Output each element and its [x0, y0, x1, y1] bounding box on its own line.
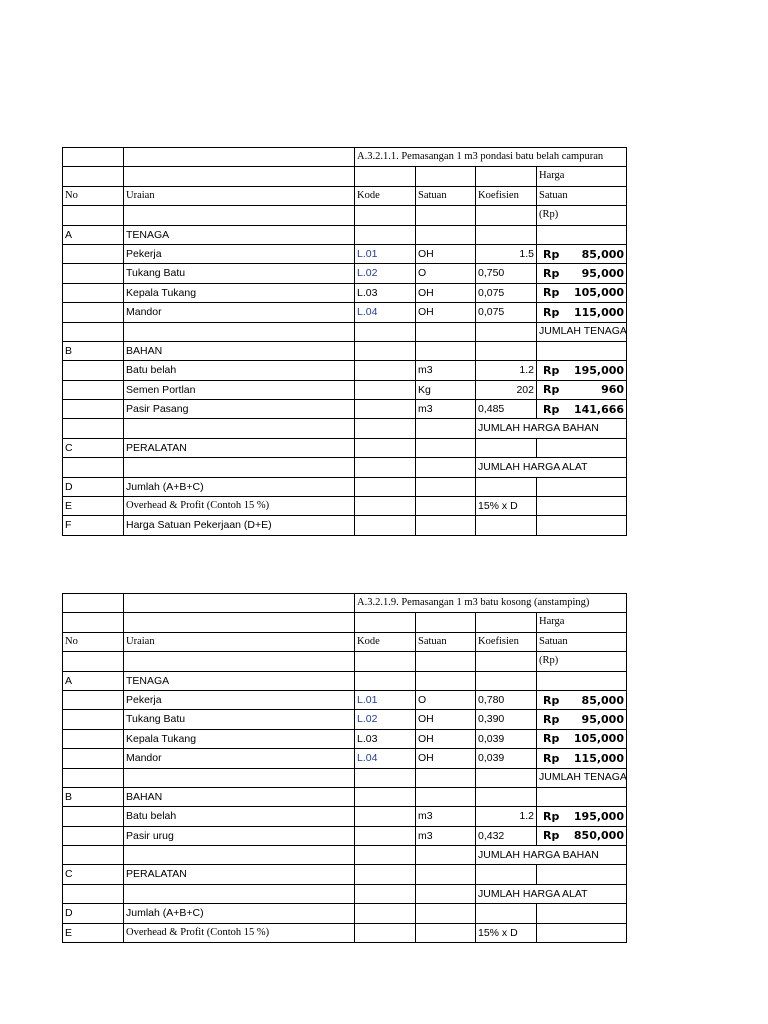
- item-kode[interactable]: L.04: [355, 749, 416, 768]
- section-label[interactable]: PERALATAN: [124, 438, 355, 457]
- subtotal-label[interactable]: JUMLAH HARGA BAHAN: [476, 846, 627, 865]
- currency-label: Rp: [543, 267, 560, 281]
- currency-label: Rp: [543, 732, 560, 746]
- row-no[interactable]: D: [63, 477, 124, 496]
- table-row: [63, 380, 627, 399]
- cell[interactable]: [355, 652, 416, 671]
- cell[interactable]: [416, 497, 476, 516]
- total-row-e: [63, 497, 627, 516]
- currency-label: Rp: [543, 305, 560, 319]
- subtotal-row: [63, 419, 627, 438]
- cell[interactable]: [537, 865, 627, 884]
- item-koefisien[interactable]: 0,075: [476, 303, 537, 322]
- table-row: [63, 361, 627, 380]
- row-koefisien[interactable]: 15% x D: [476, 923, 537, 942]
- table-row: [63, 690, 627, 709]
- cell[interactable]: [124, 206, 355, 225]
- item-koefisien[interactable]: 0,039: [476, 749, 537, 768]
- cell[interactable]: [355, 361, 416, 380]
- subtotal-row: [63, 846, 627, 865]
- table-row: [63, 303, 627, 322]
- item-uraian[interactable]: Pekerja: [124, 244, 355, 263]
- section-no[interactable]: A: [63, 671, 124, 690]
- header-rp-unit[interactable]: (Rp): [537, 652, 627, 671]
- section-label[interactable]: TENAGA: [124, 671, 355, 690]
- header-harga[interactable]: Harga: [537, 167, 627, 186]
- item-uraian[interactable]: Tukang Batu: [124, 264, 355, 283]
- cell[interactable]: [416, 477, 476, 496]
- cell[interactable]: [124, 884, 355, 903]
- section-label[interactable]: TENAGA: [124, 225, 355, 244]
- cell[interactable]: [537, 671, 627, 690]
- item-harga[interactable]: [537, 400, 627, 419]
- cell[interactable]: [124, 167, 355, 186]
- section-row-c: [63, 438, 627, 457]
- cell[interactable]: [355, 477, 416, 496]
- analysis-table: [62, 593, 627, 943]
- header-satuan[interactable]: Satuan: [416, 632, 476, 651]
- cell[interactable]: [355, 400, 416, 419]
- header-koefisien[interactable]: Koefisien: [476, 632, 537, 651]
- item-koefisien[interactable]: 1.5: [476, 244, 537, 263]
- cell[interactable]: [416, 419, 476, 438]
- cell[interactable]: [476, 225, 537, 244]
- cell[interactable]: [63, 749, 124, 768]
- cell[interactable]: [355, 322, 416, 341]
- cell[interactable]: [124, 846, 355, 865]
- section-row-b: [63, 341, 627, 360]
- item-harga[interactable]: [537, 264, 627, 283]
- cell[interactable]: [355, 826, 416, 845]
- item-harga[interactable]: [537, 826, 627, 845]
- header-kode[interactable]: Kode: [355, 632, 416, 651]
- cell[interactable]: [63, 244, 124, 263]
- cell[interactable]: [63, 884, 124, 903]
- header-row: [63, 613, 627, 632]
- currency-label: Rp: [543, 693, 560, 707]
- table-row: [63, 264, 627, 283]
- cell[interactable]: [416, 516, 476, 535]
- row-label[interactable]: Harga Satuan Pekerjaan (D+E): [124, 516, 355, 535]
- total-row-e: [63, 923, 627, 942]
- cell[interactable]: [355, 846, 416, 865]
- cell[interactable]: [355, 516, 416, 535]
- title-row: [63, 594, 627, 613]
- cell[interactable]: [355, 341, 416, 360]
- price-value: 960: [601, 383, 625, 397]
- currency-label: Rp: [543, 751, 560, 765]
- header-no[interactable]: No: [63, 186, 124, 205]
- currency-label: Rp: [543, 829, 560, 843]
- cell[interactable]: [355, 438, 416, 457]
- cell[interactable]: [124, 613, 355, 632]
- section-title[interactable]: A.3.2.1.1. Pemasangan 1 m3 pondasi batu belah campuran: [355, 148, 627, 167]
- item-harga[interactable]: [537, 690, 627, 709]
- section-label[interactable]: BAHAN: [124, 341, 355, 360]
- item-kode[interactable]: L.03: [355, 729, 416, 748]
- item-koefisien[interactable]: 1.2: [476, 807, 537, 826]
- item-harga[interactable]: [537, 729, 627, 748]
- cell[interactable]: [63, 361, 124, 380]
- cell[interactable]: [355, 206, 416, 225]
- section-row-b: [63, 787, 627, 806]
- subtotal-label[interactable]: JUMLAH HARGA BAHAN: [476, 419, 627, 438]
- cell[interactable]: [416, 167, 476, 186]
- item-uraian[interactable]: Batu belah: [124, 807, 355, 826]
- section-title[interactable]: A.3.2.1.9. Pemasangan 1 m3 batu kosong (anstamping): [355, 594, 627, 613]
- section-no[interactable]: B: [63, 341, 124, 360]
- cell[interactable]: [537, 438, 627, 457]
- cell[interactable]: [476, 167, 537, 186]
- subtotal-row: [63, 884, 627, 903]
- cell[interactable]: [124, 148, 355, 167]
- table-row: [63, 400, 627, 419]
- item-satuan[interactable]: OH: [416, 303, 476, 322]
- cell[interactable]: [537, 497, 627, 516]
- cell[interactable]: [476, 904, 537, 923]
- total-row-f: [63, 516, 627, 535]
- cell[interactable]: [355, 787, 416, 806]
- item-satuan[interactable]: O: [416, 690, 476, 709]
- item-harga[interactable]: [537, 244, 627, 263]
- item-harga[interactable]: [537, 749, 627, 768]
- row-no[interactable]: E: [63, 923, 124, 942]
- subtotal-row: [63, 322, 627, 341]
- header-rp-unit[interactable]: (Rp): [537, 206, 627, 225]
- price-value: 850,000: [573, 829, 624, 843]
- table-row: [63, 710, 627, 729]
- cell[interactable]: [124, 458, 355, 477]
- cell[interactable]: [63, 729, 124, 748]
- row-no[interactable]: F: [63, 516, 124, 535]
- section-no[interactable]: A: [63, 225, 124, 244]
- subtotal-row: [63, 458, 627, 477]
- item-harga[interactable]: [537, 710, 627, 729]
- header-satuan[interactable]: Satuan: [416, 186, 476, 205]
- cell[interactable]: [416, 438, 476, 457]
- cell[interactable]: [537, 516, 627, 535]
- cell[interactable]: [355, 865, 416, 884]
- price-value: 85,000: [581, 247, 625, 261]
- cell[interactable]: [63, 710, 124, 729]
- title-row: [63, 148, 627, 167]
- subtotal-row: [63, 768, 627, 787]
- cell[interactable]: [63, 283, 124, 302]
- cell[interactable]: [63, 768, 124, 787]
- item-harga[interactable]: [537, 807, 627, 826]
- subtotal-label[interactable]: JUMLAH TENAGA: [537, 768, 627, 787]
- cell[interactable]: [63, 458, 124, 477]
- cell[interactable]: [416, 652, 476, 671]
- cell[interactable]: [537, 787, 627, 806]
- row-label[interactable]: Overhead & Profit (Contoh 15 %): [124, 497, 355, 516]
- cell[interactable]: [355, 419, 416, 438]
- item-satuan[interactable]: OH: [416, 283, 476, 302]
- currency-label: Rp: [543, 809, 560, 823]
- item-kode[interactable]: L.01: [355, 244, 416, 263]
- item-koefisien[interactable]: 0,485: [476, 400, 537, 419]
- currency-label: Rp: [543, 247, 560, 261]
- cell[interactable]: [476, 768, 537, 787]
- row-label[interactable]: Jumlah (A+B+C): [124, 904, 355, 923]
- item-harga[interactable]: [537, 380, 627, 399]
- subtotal-label[interactable]: JUMLAH HARGA ALAT: [476, 458, 627, 477]
- header-no[interactable]: No: [63, 632, 124, 651]
- cell[interactable]: [355, 167, 416, 186]
- cell[interactable]: [416, 225, 476, 244]
- row-no[interactable]: E: [63, 497, 124, 516]
- price-value: 105,000: [573, 286, 625, 300]
- header-uraian[interactable]: Uraian: [124, 186, 355, 205]
- item-koefisien[interactable]: 0,390: [476, 710, 537, 729]
- cell[interactable]: [63, 846, 124, 865]
- currency-label: Rp: [543, 363, 560, 377]
- cell[interactable]: [476, 438, 537, 457]
- item-satuan[interactable]: Kg: [416, 380, 476, 399]
- item-kode[interactable]: L.04: [355, 303, 416, 322]
- cell[interactable]: [476, 341, 537, 360]
- cell[interactable]: [63, 807, 124, 826]
- cell[interactable]: [537, 225, 627, 244]
- row-koefisien[interactable]: 15% x D: [476, 497, 537, 516]
- cell[interactable]: [355, 225, 416, 244]
- header-uraian[interactable]: Uraian: [124, 632, 355, 651]
- cell[interactable]: [416, 613, 476, 632]
- item-harga[interactable]: [537, 361, 627, 380]
- cell[interactable]: [63, 826, 124, 845]
- cell[interactable]: [355, 884, 416, 903]
- cell[interactable]: [416, 322, 476, 341]
- analysis-sheet-1: [62, 147, 627, 536]
- table-row: [63, 807, 627, 826]
- item-koefisien[interactable]: 0,780: [476, 690, 537, 709]
- cell[interactable]: [63, 303, 124, 322]
- item-uraian[interactable]: Pasir Pasang: [124, 400, 355, 419]
- item-koefisien[interactable]: 0,432: [476, 826, 537, 845]
- cell[interactable]: [416, 846, 476, 865]
- cell[interactable]: [476, 652, 537, 671]
- section-no[interactable]: C: [63, 438, 124, 457]
- table-row: [63, 749, 627, 768]
- cell[interactable]: [416, 768, 476, 787]
- header-row: [63, 186, 627, 205]
- table-row: [63, 729, 627, 748]
- item-uraian[interactable]: Mandor: [124, 749, 355, 768]
- price-value: 115,000: [573, 751, 624, 765]
- cell[interactable]: [416, 206, 476, 225]
- item-satuan[interactable]: m3: [416, 807, 476, 826]
- item-satuan[interactable]: OH: [416, 710, 476, 729]
- cell[interactable]: [537, 341, 627, 360]
- item-harga[interactable]: [537, 283, 627, 302]
- item-uraian[interactable]: Pekerja: [124, 690, 355, 709]
- header-row: [63, 652, 627, 671]
- cell[interactable]: [63, 380, 124, 399]
- cell[interactable]: [63, 206, 124, 225]
- header-row: [63, 206, 627, 225]
- item-uraian[interactable]: Kepala Tukang: [124, 729, 355, 748]
- analysis-sheet-2: [62, 593, 627, 943]
- item-kode[interactable]: L.02: [355, 710, 416, 729]
- cell[interactable]: [63, 613, 124, 632]
- cell[interactable]: [416, 787, 476, 806]
- currency-label: Rp: [543, 286, 560, 300]
- item-uraian[interactable]: Semen Portlan: [124, 380, 355, 399]
- cell[interactable]: [124, 322, 355, 341]
- cell[interactable]: [476, 477, 537, 496]
- item-satuan[interactable]: OH: [416, 244, 476, 263]
- item-kode[interactable]: L.02: [355, 264, 416, 283]
- item-harga[interactable]: [537, 303, 627, 322]
- cell[interactable]: [476, 516, 537, 535]
- header-harga-satuan[interactable]: Satuan: [537, 632, 627, 651]
- cell[interactable]: [63, 148, 124, 167]
- row-label[interactable]: Overhead & Profit (Contoh 15 %): [124, 923, 355, 942]
- cell[interactable]: [416, 458, 476, 477]
- cell[interactable]: [476, 787, 537, 806]
- table-row: [63, 283, 627, 302]
- row-label[interactable]: Jumlah (A+B+C): [124, 477, 355, 496]
- header-kode[interactable]: Kode: [355, 186, 416, 205]
- cell[interactable]: [476, 206, 537, 225]
- total-row-d: [63, 904, 627, 923]
- section-no[interactable]: C: [63, 865, 124, 884]
- header-harga[interactable]: Harga: [537, 613, 627, 632]
- section-row-c: [63, 865, 627, 884]
- cell[interactable]: [416, 904, 476, 923]
- item-uraian[interactable]: Tukang Batu: [124, 710, 355, 729]
- cell[interactable]: [416, 341, 476, 360]
- cell[interactable]: [416, 671, 476, 690]
- table-row: [63, 826, 627, 845]
- cell[interactable]: [476, 865, 537, 884]
- item-uraian[interactable]: Batu belah: [124, 361, 355, 380]
- cell[interactable]: [416, 884, 476, 903]
- cell[interactable]: [63, 419, 124, 438]
- section-label[interactable]: PERALATAN: [124, 865, 355, 884]
- table-row: [63, 244, 627, 263]
- cell[interactable]: [476, 322, 537, 341]
- cell[interactable]: [124, 652, 355, 671]
- section-row-a: [63, 671, 627, 690]
- header-harga-satuan[interactable]: Satuan: [537, 186, 627, 205]
- currency-label: Rp: [543, 383, 560, 397]
- cell[interactable]: [63, 167, 124, 186]
- price-value: 141,666: [573, 402, 625, 416]
- price-value: 195,000: [573, 363, 625, 377]
- currency-label: Rp: [543, 402, 560, 416]
- cell[interactable]: [124, 594, 355, 613]
- subtotal-label[interactable]: JUMLAH HARGA ALAT: [476, 884, 627, 903]
- item-satuan[interactable]: O: [416, 264, 476, 283]
- cell[interactable]: [476, 671, 537, 690]
- header-koefisien[interactable]: Koefisien: [476, 186, 537, 205]
- price-value: 195,000: [573, 809, 624, 823]
- cell[interactable]: [355, 671, 416, 690]
- section-label[interactable]: BAHAN: [124, 787, 355, 806]
- price-value: 95,000: [581, 267, 625, 281]
- cell[interactable]: [537, 923, 627, 942]
- section-row-a: [63, 225, 627, 244]
- price-value: 95,000: [581, 713, 624, 727]
- cell[interactable]: [63, 400, 124, 419]
- price-value: 85,000: [581, 693, 624, 707]
- item-koefisien[interactable]: 0,039: [476, 729, 537, 748]
- cell[interactable]: [63, 690, 124, 709]
- subtotal-label[interactable]: JUMLAH TENAGA: [537, 322, 627, 341]
- item-kode[interactable]: L.01: [355, 690, 416, 709]
- header-row: [63, 632, 627, 651]
- item-uraian[interactable]: Mandor: [124, 303, 355, 322]
- cell[interactable]: [63, 264, 124, 283]
- item-satuan[interactable]: OH: [416, 729, 476, 748]
- item-koefisien[interactable]: 1.2: [476, 361, 537, 380]
- cell[interactable]: [63, 594, 124, 613]
- cell[interactable]: [416, 865, 476, 884]
- cell[interactable]: [355, 768, 416, 787]
- item-koefisien[interactable]: 0,750: [476, 264, 537, 283]
- total-row-d: [63, 477, 627, 496]
- cell[interactable]: [355, 923, 416, 942]
- section-no[interactable]: B: [63, 787, 124, 806]
- cell[interactable]: [355, 904, 416, 923]
- item-satuan[interactable]: m3: [416, 361, 476, 380]
- item-satuan[interactable]: m3: [416, 400, 476, 419]
- price-value: 105,000: [573, 732, 624, 746]
- cell[interactable]: [63, 322, 124, 341]
- item-uraian[interactable]: Pasir urug: [124, 826, 355, 845]
- item-satuan[interactable]: m3: [416, 826, 476, 845]
- cell[interactable]: [124, 768, 355, 787]
- item-kode[interactable]: L.03: [355, 283, 416, 302]
- cell[interactable]: [416, 923, 476, 942]
- cell[interactable]: [355, 807, 416, 826]
- price-value: 115,000: [573, 305, 625, 319]
- cell[interactable]: [537, 477, 627, 496]
- cell[interactable]: [537, 904, 627, 923]
- cell[interactable]: [355, 380, 416, 399]
- cell[interactable]: [63, 652, 124, 671]
- item-satuan[interactable]: OH: [416, 749, 476, 768]
- currency-label: Rp: [543, 713, 560, 727]
- cell[interactable]: [355, 458, 416, 477]
- cell[interactable]: [355, 497, 416, 516]
- item-koefisien[interactable]: 202: [476, 380, 537, 399]
- cell[interactable]: [355, 613, 416, 632]
- item-koefisien[interactable]: 0,075: [476, 283, 537, 302]
- analysis-table: [62, 147, 627, 536]
- item-uraian[interactable]: Kepala Tukang: [124, 283, 355, 302]
- cell[interactable]: [124, 419, 355, 438]
- row-no[interactable]: D: [63, 904, 124, 923]
- header-row: [63, 167, 627, 186]
- cell[interactable]: [476, 613, 537, 632]
